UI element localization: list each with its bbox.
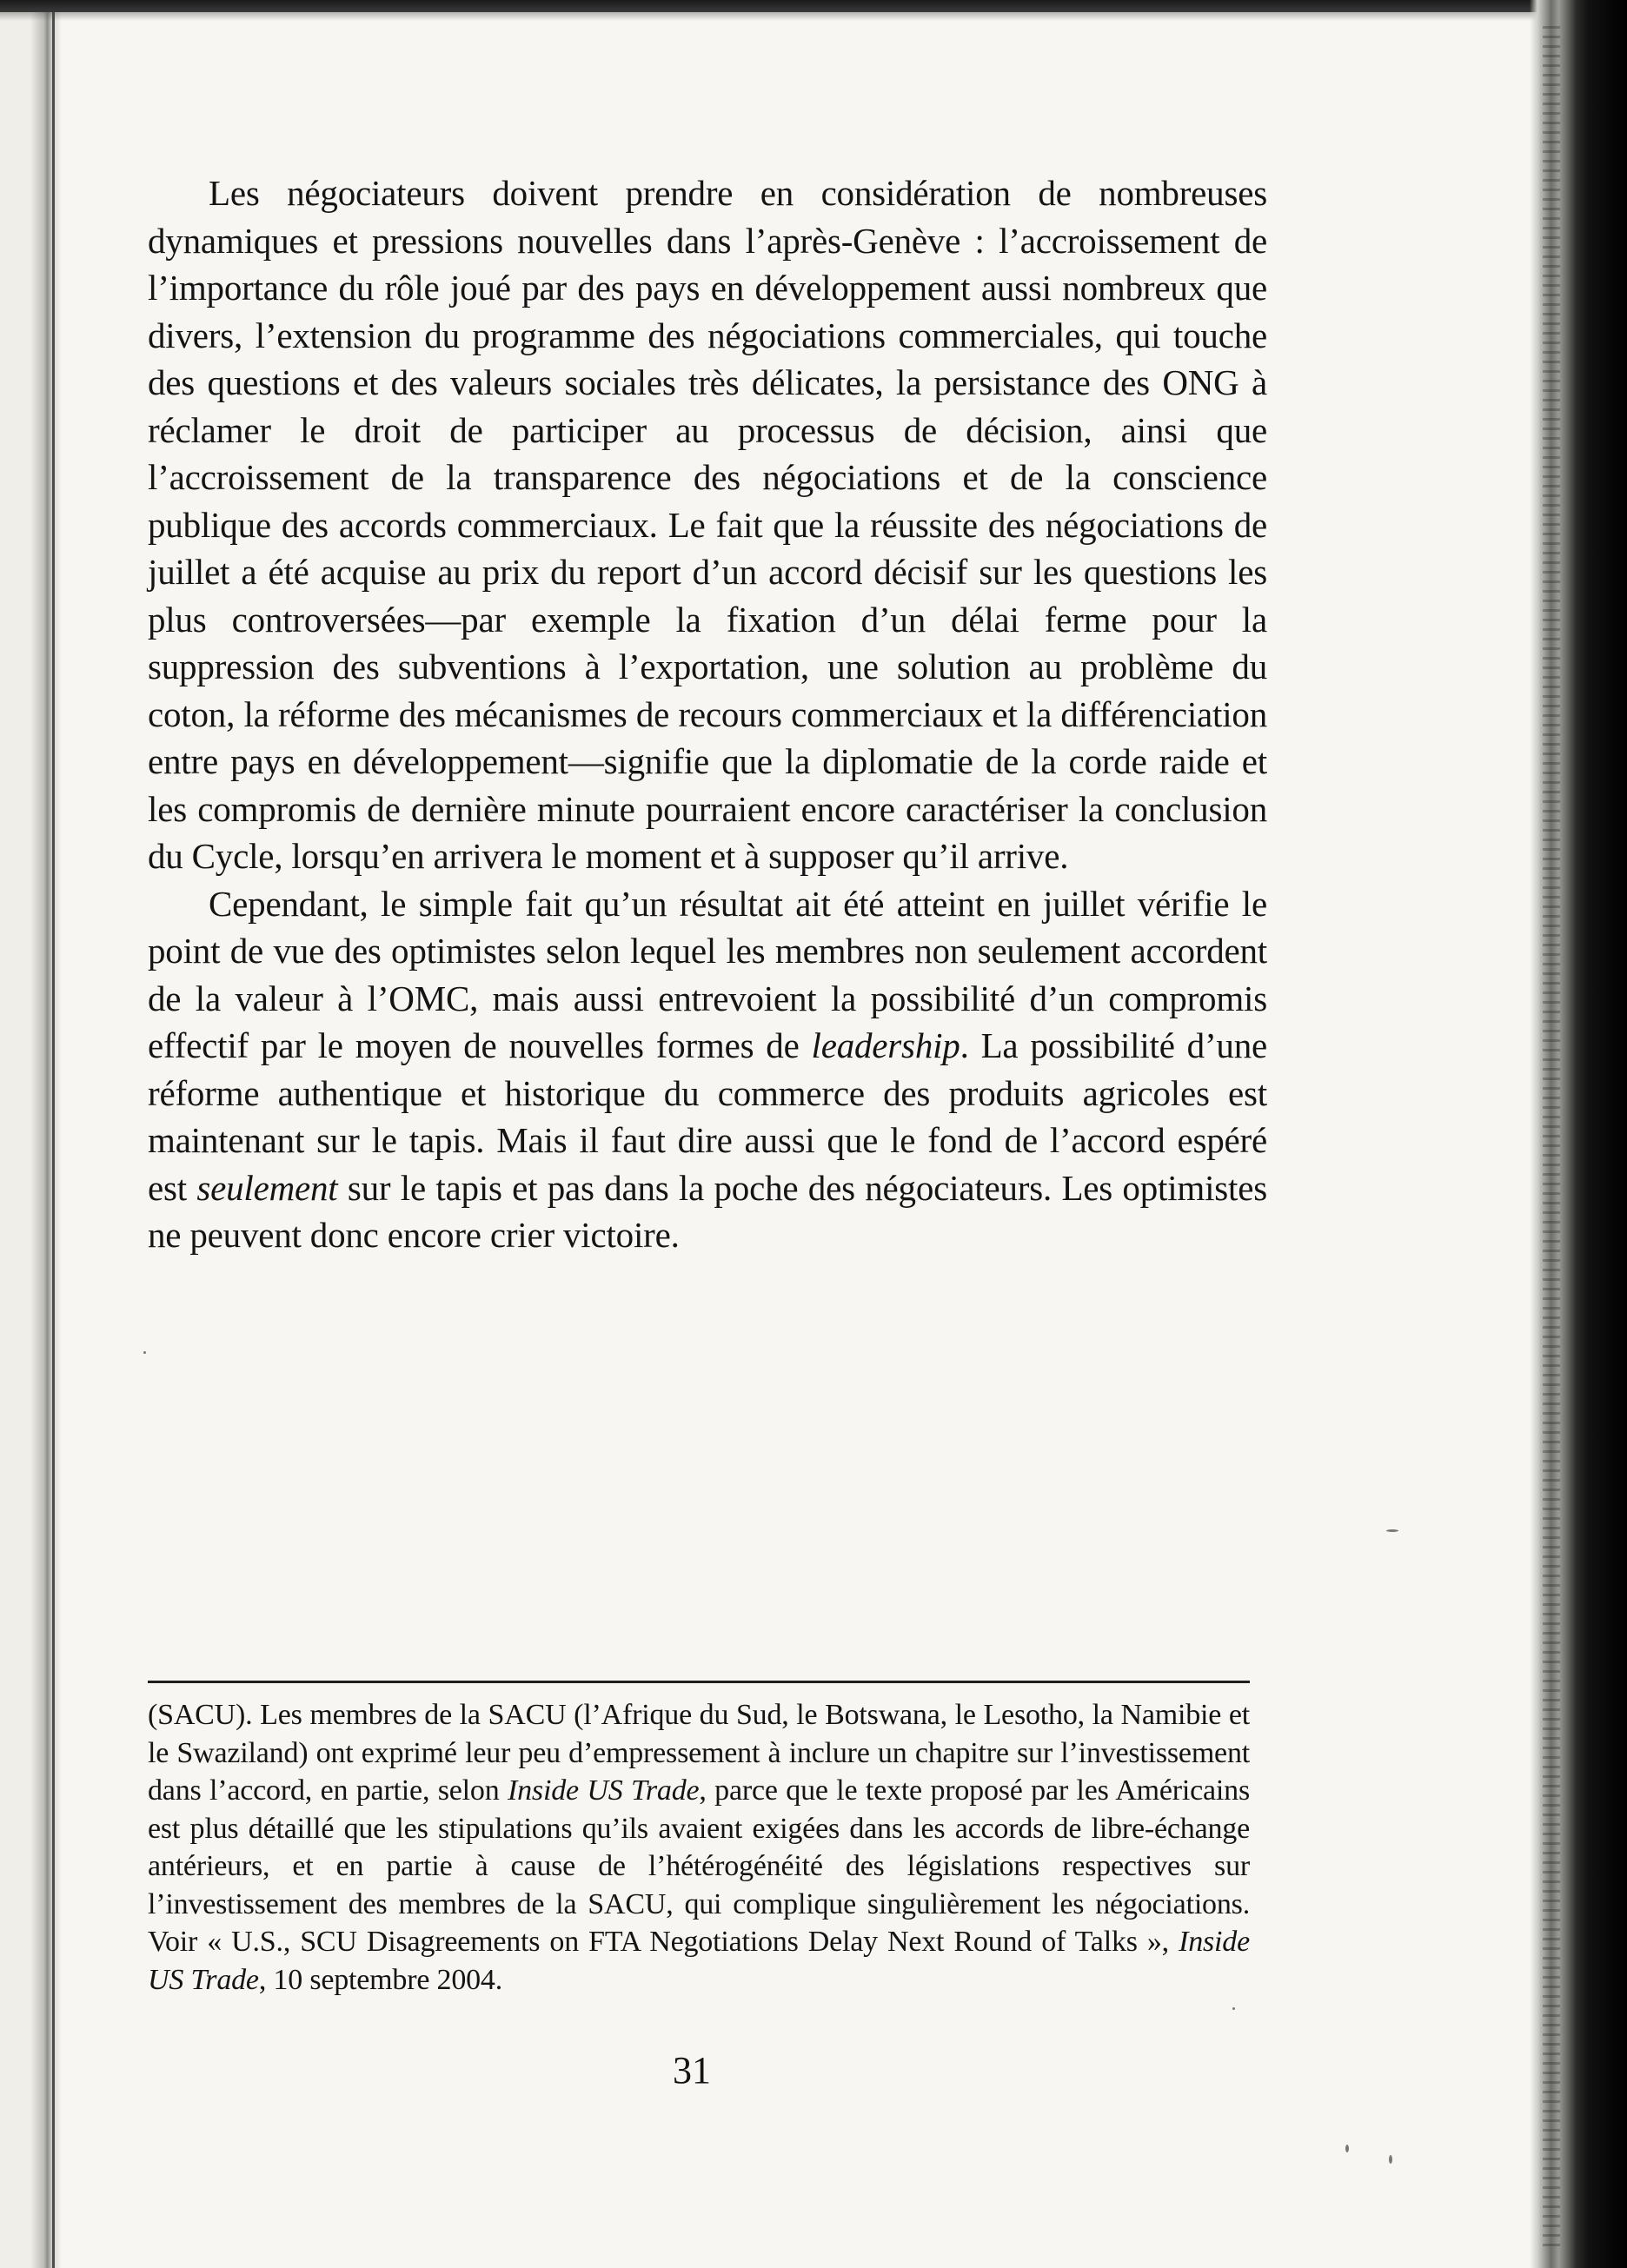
scan-speck <box>1386 1529 1398 1532</box>
italic-text-run: leadership <box>811 1025 960 1065</box>
italic-text-run: Inside US Trade <box>148 1926 1250 1996</box>
text-run: (SACU). Les membres de la SACU (l’Afrique du Sud, le Botswana, le Lesotho, la Namibie et le Swaziland) ont exprimé leur peu d’empressement à inclure un chapitre sur l’investissement dans l’accord, en partie, selon <box>148 1699 1250 1807</box>
text-run: , parce que le texte proposé par les Américains est plus détaillé que les stipulations qu’ils avaient exigées dans les accords de libre-échange antérieurs, et en partie à cause de l’hétérogénéité des législations respectives sur l’investissement des membres de la SACU, qui complique singulièrement les négociations. Voir « U.S., SCU Disagreements on FTA Negotiations Delay Next Round of Talks », <box>148 1774 1250 1958</box>
scan-speck <box>1345 2145 1349 2152</box>
text-run: Les négociateurs doivent prendre en considération de nombreuses dynamiques et pressions nouvelles dans l’après-Genève : l’accroissement de l’importance du rôle joué par des pays en développement aussi nombreux que divers, l’extension du programme des négociations commerciales, qui touche des questions et des valeurs sociales très délicates, la persistance des ONG à réclamer le droit de participer au processus de décision, ainsi que l’accroissement de la transparence des négociations et de la conscience publique des accords commerciaux. Le fait que la réussite des négociations de juillet a été acquise au prix du report d’un accord décisif sur les questions les plus controversées—par exemple la fixation d’un délai ferme pour la suppression des subventions à l’exportation, une solution au problème du coton, la réforme des mécanismes de recours commerciaux et la différenciation entre pays en développement—signifie que la diplomatie de la corde raide et les compromis de dernière minute pourraient encore caractériser la conclusion du Cycle, lorsqu’en arrivera le moment et à supposer qu’il arrive. <box>148 173 1267 876</box>
scan-speck <box>143 1351 146 1354</box>
text-run: , 10 septembre 2004. <box>258 1963 503 1996</box>
footnote-separator <box>148 1681 1250 1683</box>
paragraph <box>148 880 1267 1259</box>
scan-speck <box>1389 2155 1392 2164</box>
page-number: 31 <box>673 2049 711 2092</box>
footnote <box>148 1696 1250 1999</box>
italic-text-run: seulement <box>196 1167 338 1208</box>
scan-right-edge-texture <box>1543 26 1560 2251</box>
italic-text-run: Inside US Trade <box>508 1774 700 1807</box>
paragraph <box>148 169 1267 880</box>
text-run: sur le tapis et pas dans la poche des négociateurs. Les optimistes ne peuvent donc encore crier victoire. <box>148 1167 1267 1255</box>
scan-top-edge <box>0 0 1627 12</box>
text-run: Cependant, le simple fait qu’un résultat ait été atteint en juillet vérifie le point de vue des optimistes selon lequel les membres non seulement accordent de la valeur à l’OMC, mais aussi entrevoient la possibilité d’un compromis effectif par le moyen de nouvelles formes de <box>148 883 1267 1065</box>
scan-speck <box>1232 2007 1235 2010</box>
binding-edge-line <box>52 12 55 2268</box>
scan-top-edge-shadow <box>0 12 1627 21</box>
body-text <box>148 169 1267 1259</box>
text-run: . La possibilité d’une réforme authentique et historique du commerce des produits agricoles est maintenant sur le tapis. Mais il faut dire aussi que le fond de l’accord espéré est <box>148 1025 1267 1208</box>
